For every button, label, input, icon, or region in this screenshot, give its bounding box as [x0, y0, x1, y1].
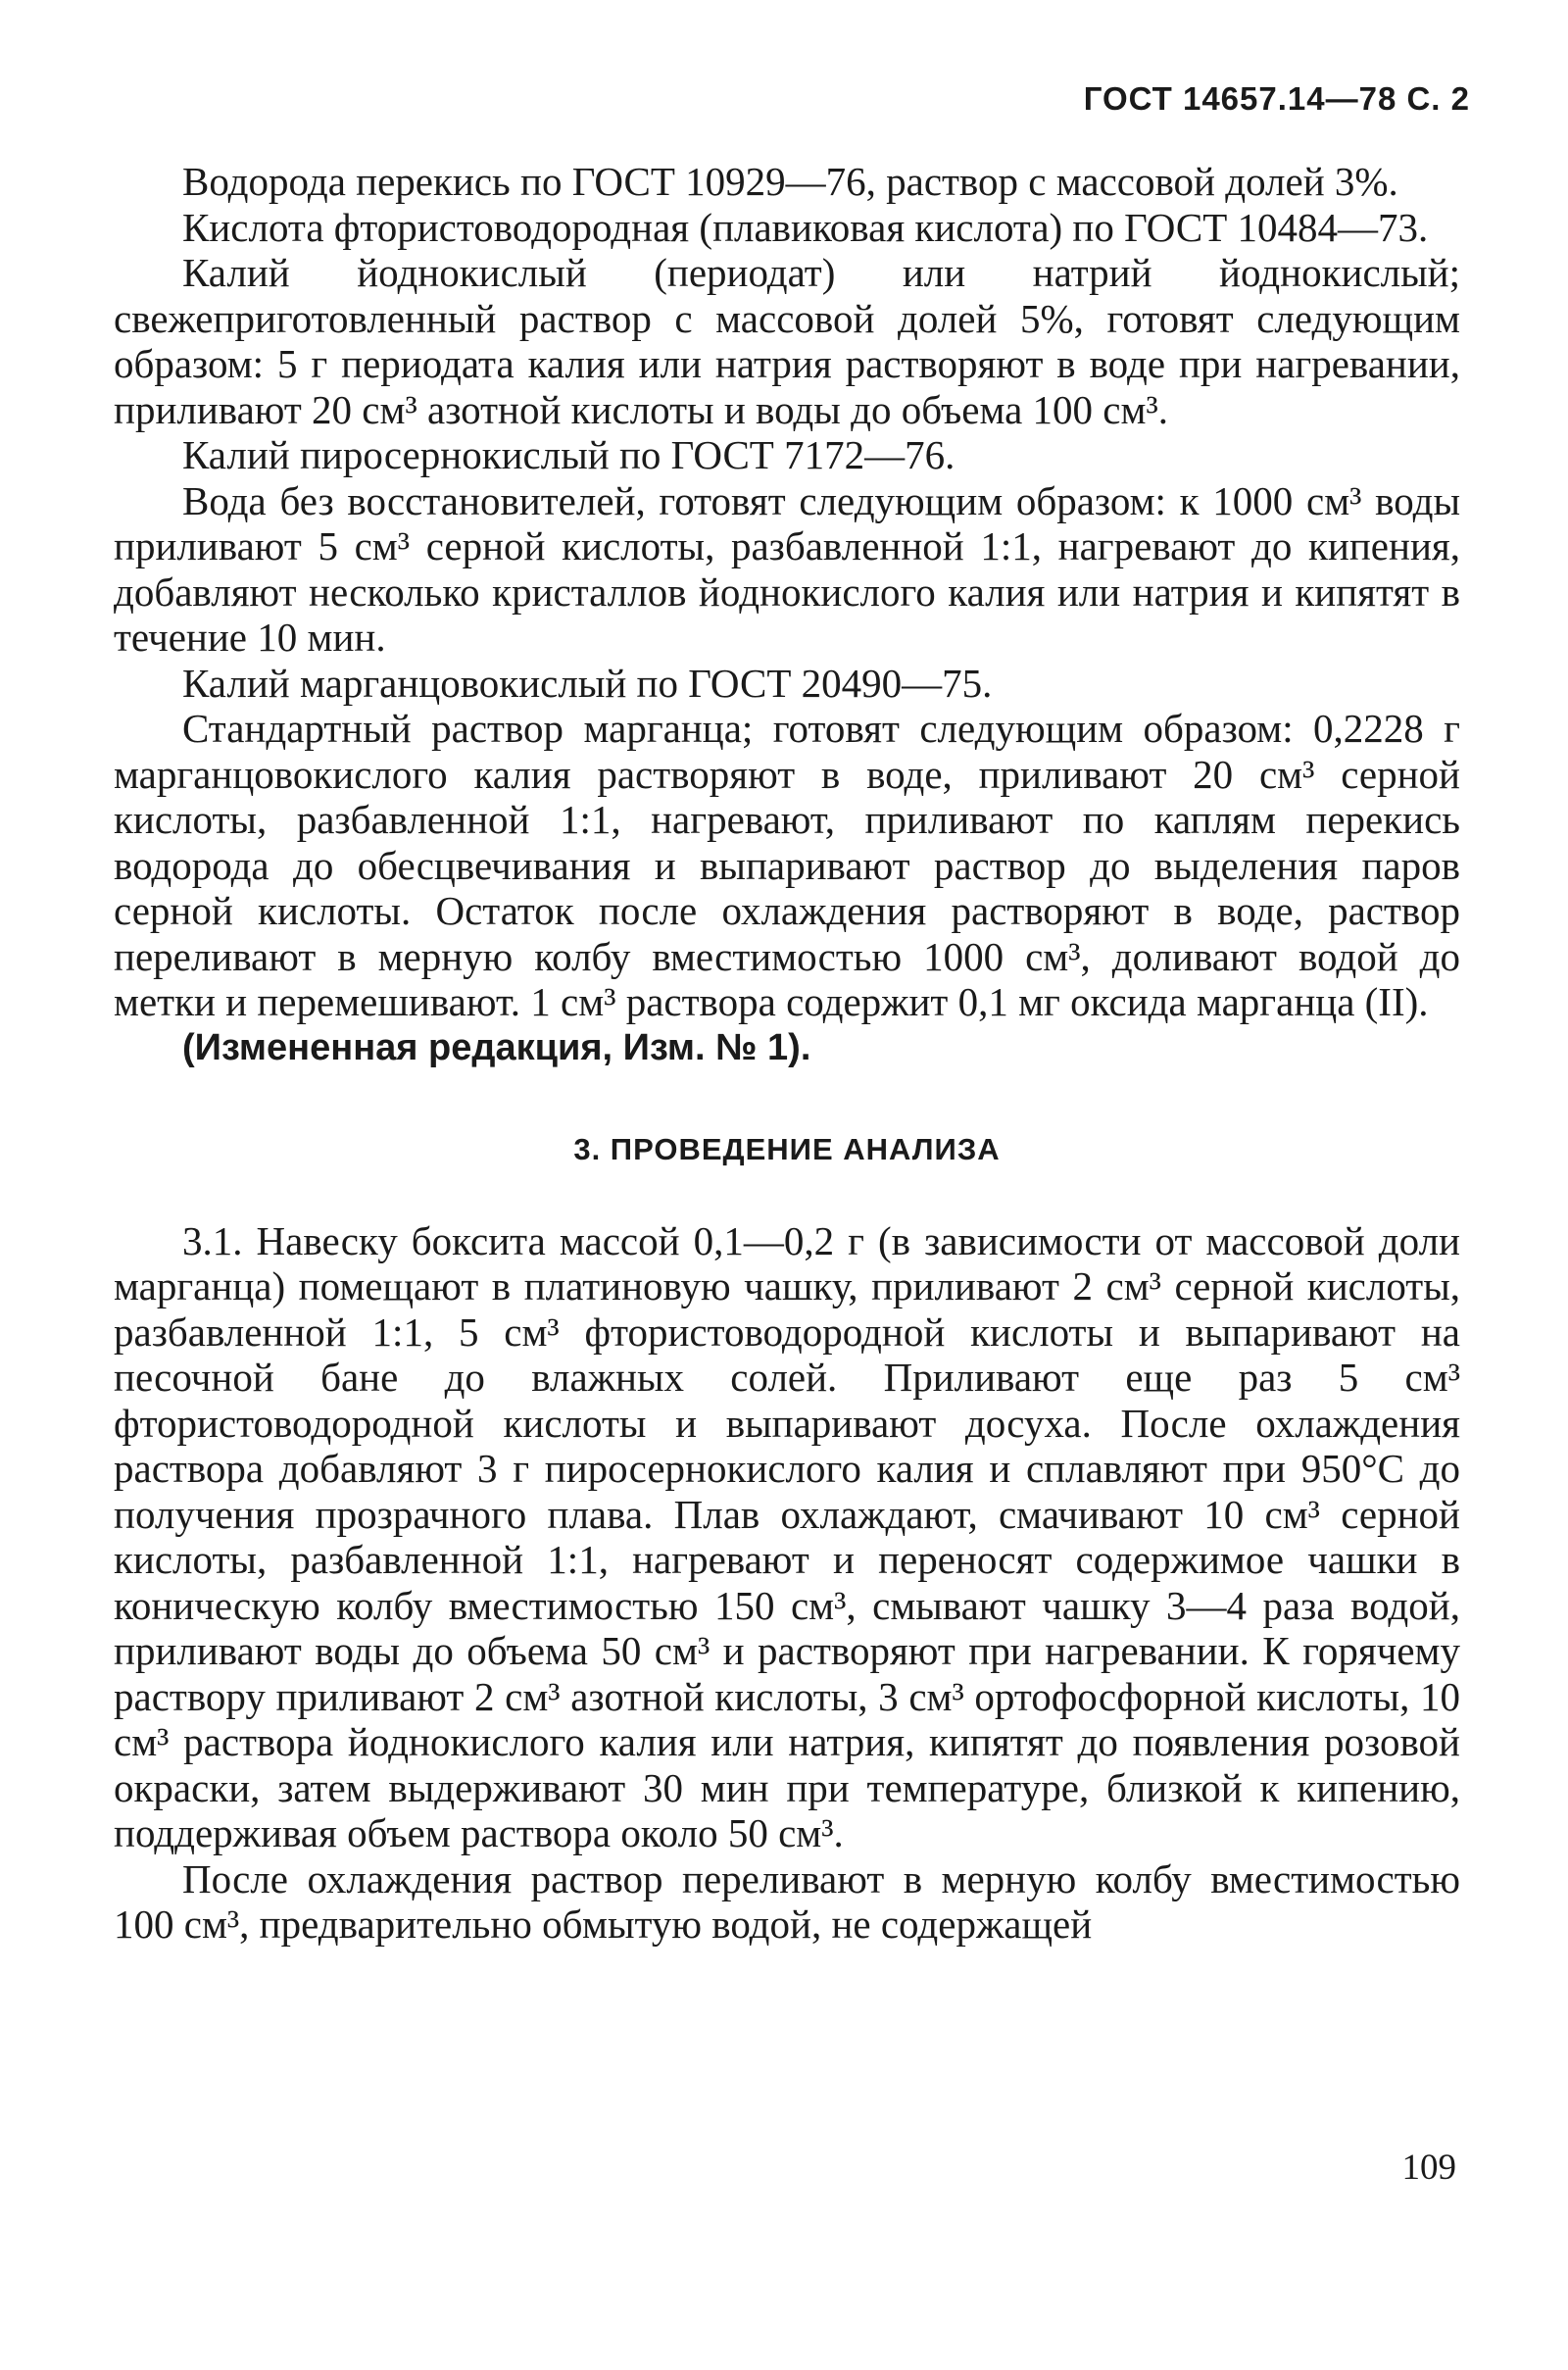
amendment-note: (Измененная редакция, Изм. № 1). — [182, 1026, 811, 1068]
paragraph: Стандартный раствор марганца; готовят следующим образом: 0,2228 г марганцовокислого калия растворяют в воде, приливают 20 см³ серной кислоты, разбавленной 1:1, нагревают, приливают по каплям перекись водорода до обесцвечивания и выпаривают раствор до выделения паров серной кислоты. Остаток после охлаждения растворяют в воде, раствор переливают в мерную колбу вместимостью 1000 см³, доливают водой до метки и перемешивают. 1 см³ раствора содержит 0,1 мг оксида марганца (II). — [114, 706, 1460, 1024]
page-header: ГОСТ 14657.14—78 С. 2 — [1083, 80, 1470, 117]
paragraph: 3.1. Навеску боксита массой 0,1—0,2 г (в зависимости от массовой доли марганца) помещают в платиновую чашку, приливают 2 см³ серной кислоты, разбавленной 1:1, 5 см³ фтористоводородной кислоты и выпаривают на песочной бане до влажных солей. Приливают еще раз 5 см³ фтористоводородной кислоты и выпаривают досуха. После охлаждения раствора добавляют 3 г пиросернокислого калия и сплавляют при 950°С до получения прозрачного плава. Плав охлаждают, смачивают 10 см³ серной кислоты, разбавленной 1:1, нагревают и переносят содержимое чашки в коническую колбу вместимостью 150 см³, смывают чашку 3—4 раза водой, приливают воды до объема 50 см³ и растворяют при нагревании. К горячему раствору приливают 2 см³ азотной кислоты, 3 см³ ортофосфорной кислоты, 10 см³ раствора йоднокислого калия или натрия, кипятят до появления розовой окраски, затем выдерживают 30 мин при температуре, близкой к кипению, поддерживая объем раствора около 50 см³. — [114, 1217, 1460, 1855]
paragraph: После охлаждения раствор переливают в мерную колбу вместимостью 100 см³, предварительно обмытую водой, не содержащей — [114, 1855, 1460, 1947]
page-number: 109 — [1401, 2148, 1456, 2188]
paragraph: Кислота фтористоводородная (плавиковая кислота) по ГОСТ 10484—73. — [182, 204, 1429, 250]
paragraph: Калий марганцовокислый по ГОСТ 20490—75. — [182, 660, 993, 706]
paragraph: Калий йоднокислый (периодат) или натрий йоднокислый; свежеприготовленный раствор с массовой долей 5%, готовят следующим образом: 5 г периодата калия или натрия растворяют в воде при нагревании, приливают 20 см³ азотной кислоты и воды до объема 100 см³. — [114, 250, 1460, 432]
paragraph: Водорода перекись по ГОСТ 10929—76, раствор с массовой долей 3%. — [182, 159, 1398, 204]
paragraph: Вода без восстановителей, готовят следующим образом: к 1000 см³ воды приливают 5 см³ серной кислоты, разбавленной 1:1, нагревают до кипения, добавляют несколько кристаллов йоднокислого калия или натрия и кипятят в течение 10 мин. — [114, 477, 1460, 660]
section-title: 3. ПРОВЕДЕНИЕ АНАЛИЗА — [573, 1132, 1001, 1166]
page-body — [114, 159, 1460, 1948]
paragraph: Калий пиросернокислый по ГОСТ 7172—76. — [182, 432, 956, 477]
